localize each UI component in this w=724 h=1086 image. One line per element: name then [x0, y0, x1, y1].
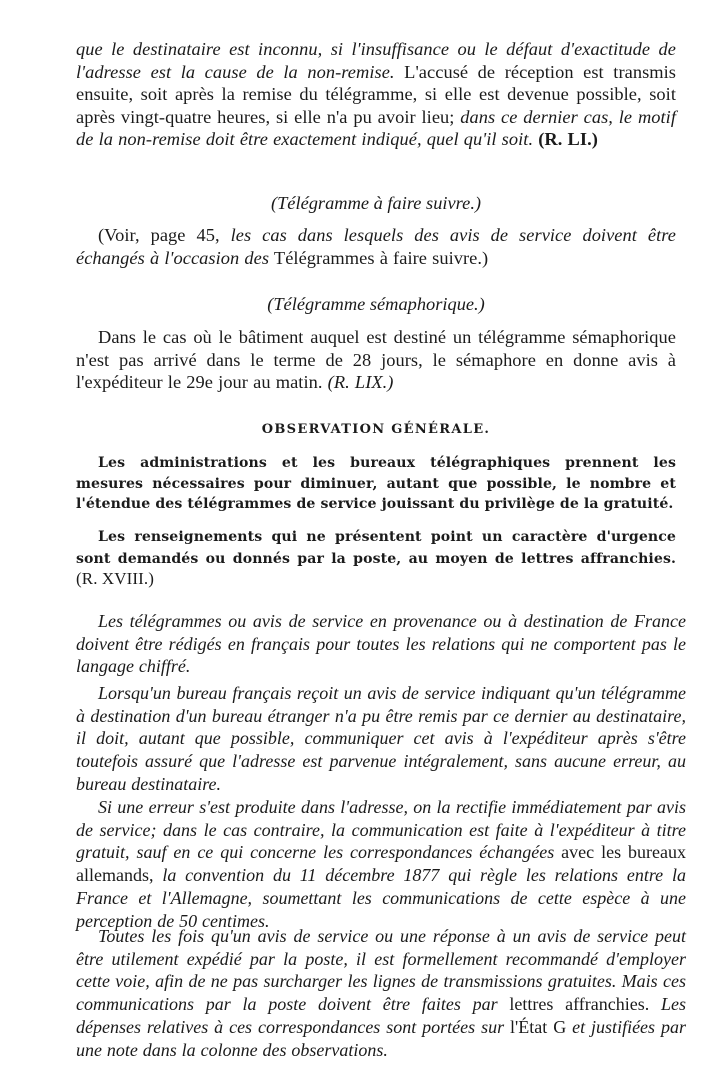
observation-paragraph-2 [76, 527, 676, 591]
observation-para2-reference: (R. XVIII.) [76, 569, 155, 588]
para4-part-d: l'État G [504, 1016, 567, 1037]
intro-upright-text: L'accusé de réception est transmis ensuite, soit après la remise du télégramme, si elle est devenue possible, soit après vingt-quatre heures, si elle n'a pu avoir lieu; [76, 61, 677, 127]
observation-generale-title: OBSERVATION GÉNÉRALE. [261, 422, 491, 437]
observation-paragraph-1: Les administrations et les bureaux télégraphiques prennent les mesures nécessaires pour diminuer, autant que possible, le nombre et l'étendue des télégrammes de service jouissant du privilège de la gratuité. [76, 455, 676, 512]
semaphorique-reference: (R. LIX.) [322, 372, 394, 392]
semaphorique-text: Dans le cas où le bâtiment auquel est destiné un télégramme sémaphorique n'est pas arrivé dans le terme de 28 jours, le sémaphore en donne avis à l'expéditeur le 29e jour au matin. [76, 327, 676, 392]
para3-part-a: Si une erreur s'est produite dans l'adresse, on la rectifie immédiatement par avis de service; dans le cas contraire, la communication est faite à l'expéditeur à titre gratuit, sauf en ce qui concerne les correspondances échangées [76, 797, 686, 863]
observation-para2-text: Les renseignements qui ne présentent point un caractère d'urgence sont demandés ou donnés par la poste, au moyen de lettres affranchies. [76, 529, 676, 567]
intro-reference: (R. LI.) [533, 129, 598, 149]
intro-paragraph [76, 38, 676, 151]
para4-part-e: et justifiées par une note dans la colonne des observations. [76, 1016, 686, 1060]
faire-suivre-start: (Voir, page 45, [98, 225, 220, 245]
italic-paragraph-3 [76, 796, 686, 932]
heading-telegramme-semaphorique: (Télégramme sémaphorique.) [267, 294, 485, 314]
para4-part-a: Toutes les fois qu'un avis de service ou une réponse à un avis de service peut être utilement expédié par la poste, il est formellement recommandé d'employer cette voie, afin de ne pas surcharger les lignes de transmissions gratuites. Mais ces communications par la poste doivent être faites par [76, 926, 686, 1015]
paragraph-semaphorique [76, 326, 676, 394]
intro-italic-start: que le destinataire est inconnu, si l'insuffisance ou le défaut d'exactitude de l'adresse est la cause de la non-remise. [76, 39, 676, 82]
italic-paragraph-1: Les télégrammes ou avis de service en provenance ou à destination de France doivent être rédigés en français pour toutes les relations qui ne comportent pas le langage chiffré. [76, 611, 686, 677]
para4-part-b: lettres affranchies. [497, 994, 650, 1015]
intro-italic-end: dans ce dernier cas, le motif de la non-remise doit être exactement indiqué, quel qu'il soit. [76, 106, 677, 149]
italic-paragraph-2: Lorsqu'un bureau français reçoit un avis de service indiquant qu'un télégramme à destination d'un bureau étranger n'a pu être remis par ce dernier au destinataire, il doit, autant que possible, communiquer cet avis à l'expéditeur après s'être toutefois assuré que l'adresse est parvenue intégralement, sans aucune erreur, au bureau destinataire. [76, 683, 686, 794]
paragraph-faire-suivre [76, 224, 676, 269]
para3-part-b: avec les bureaux allemands, [76, 842, 686, 886]
heading-telegramme-a-faire-suivre: (Télégramme à faire suivre.) [270, 193, 482, 213]
para4-part-c: Les dépenses relatives à ces correspondances sont portées sur [76, 994, 686, 1037]
italic-paragraph-4 [76, 925, 686, 1061]
faire-suivre-end: Télégrammes à faire suivre.) [269, 247, 489, 268]
faire-suivre-italic: les cas dans lesquels des avis de service doivent être échangés à l'occasion des [76, 225, 676, 268]
para3-part-c: la convention du 11 décembre 1877 qui règle les relations entre la France et l'Allemagne, soumettant les communications de cette espèce à une perception de 50 centimes. [76, 865, 686, 931]
